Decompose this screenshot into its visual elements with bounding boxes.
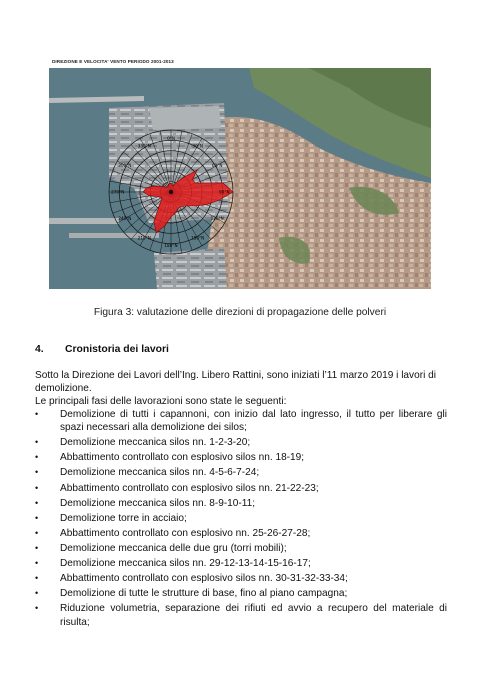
- phase-list-item: [35, 527, 447, 540]
- figure-caption: Figura 3: valutazione delle direzioni di propagazione delle polveri: [93, 307, 387, 318]
- rose-direction-label: 270°N: [111, 189, 125, 195]
- phase-list-item: [35, 408, 447, 434]
- bullet-icon: •: [35, 409, 39, 419]
- rose-direction-label: 60°N: [211, 162, 223, 168]
- phases-list: [35, 408, 447, 631]
- rose-direction-label: 90°N: [219, 189, 230, 195]
- phase-list-item: [35, 512, 447, 525]
- section-heading: [35, 344, 169, 355]
- bullet-icon: •: [35, 588, 39, 599]
- bullet-icon: •: [35, 452, 39, 463]
- aerial-wind-rose-figure: [49, 68, 431, 289]
- phase-text: Demolizione di tutte le strutture di base, fino al piano campagna;: [60, 588, 348, 600]
- bullet-icon: •: [35, 573, 39, 584]
- section-title: Cronistoria dei lavori: [65, 344, 169, 355]
- phase-list-item: [35, 436, 447, 449]
- rose-direction-label: 180°N: [164, 242, 178, 248]
- bullet-icon: •: [35, 497, 39, 508]
- aerial-map-image: [49, 68, 431, 289]
- phase-text: Abbattimento controllato con esplosivo silos nn. 30-31-32-33-34;: [60, 573, 348, 585]
- bullet-icon: •: [35, 558, 39, 569]
- phase-list-item: [35, 572, 447, 585]
- bullet-icon: •: [35, 482, 39, 493]
- rose-direction-label: 120°N: [210, 216, 224, 222]
- rose-center-dot: [169, 190, 173, 194]
- phase-text: Demolizione meccanica silos nn. 29-12-13-14-15-16-17;: [60, 558, 311, 570]
- phase-list-item: [35, 557, 447, 570]
- phase-text: Abbattimento controllato con esplosivo nn. 25-26-27-28;: [60, 527, 311, 539]
- phase-list-item: [35, 587, 447, 600]
- rose-direction-label: 30°N: [192, 143, 203, 149]
- phases-intro-paragraph: Le principali fasi delle lavorazioni sono state le seguenti:: [35, 396, 287, 407]
- rose-direction-label: 330°N: [137, 143, 151, 149]
- rose-direction-label: 240°N: [118, 216, 132, 222]
- bullet-icon: •: [35, 512, 39, 523]
- phase-list-item: [35, 542, 447, 555]
- phase-text: Demolizione meccanica delle due gru (torri mobili);: [60, 542, 287, 554]
- phase-text: Demolizione meccanica silos nn. 4-5-6-7-24;: [60, 467, 260, 479]
- phase-text: Abbattimento controllato con esplosivo silos nn. 18-19;: [60, 452, 305, 464]
- bullet-icon: •: [35, 437, 39, 448]
- bullet-icon: •: [35, 527, 39, 538]
- bullet-icon: •: [35, 603, 39, 614]
- rose-direction-label: 150°N: [191, 235, 205, 241]
- phase-list-item: [35, 466, 447, 479]
- rose-direction-label: 0°N: [167, 136, 175, 142]
- phase-text: Abbattimento controllato con esplosivo silos nn. 21-22-23;: [60, 482, 319, 494]
- phase-list-item: [35, 602, 447, 628]
- phase-text: Demolizione torre in acciaio;: [60, 512, 187, 524]
- phase-list-item: [35, 482, 447, 495]
- figure-title: DIREZIONE E VELOCITA' VENTO PERIODO 2001-2013: [52, 59, 174, 64]
- intro-paragraph: Sotto la Direzione dei Lavori dell’Ing. Libero Rattini, sono iniziati l’11 marzo 2019 i lavori di demolizione.: [35, 370, 436, 395]
- phase-text: Demolizione meccanica silos nn. 8-9-10-11;: [60, 497, 256, 509]
- phase-list-item: [35, 451, 447, 464]
- phase-text: Demolizione meccanica silos nn. 1-2-3-20;: [60, 437, 251, 449]
- rose-direction-label: 300°N: [118, 162, 132, 168]
- section-number: 4.: [35, 344, 44, 355]
- phase-list-item: [35, 497, 447, 510]
- phase-text: Demolizione di tutti i capannoni, con inizio dal lato ingresso, il tutto per liberare gli spazi necessari alla demolizione dei silos;: [60, 409, 447, 434]
- phase-text: Riduzione volumetria, separazione dei rifiuti ed avvio a recupero del materiale di risulta;: [60, 603, 447, 628]
- bullet-icon: •: [35, 467, 39, 478]
- rose-direction-label: 210°N: [137, 235, 151, 241]
- bullet-icon: •: [35, 542, 39, 553]
